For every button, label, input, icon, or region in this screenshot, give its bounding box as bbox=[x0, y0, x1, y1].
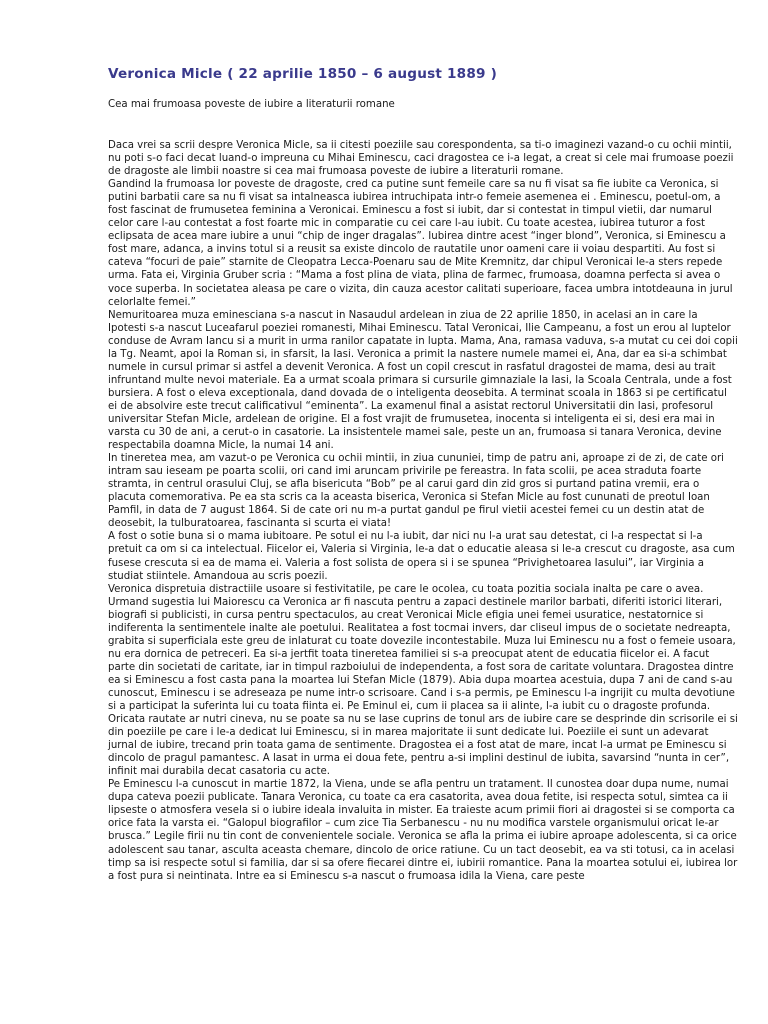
document-page bbox=[108, 66, 738, 883]
paragraph: Nemuritoarea muza eminesciana s-a nascut in Nasaudul ardelean in ziua de 22 aprilie 1850, in acelasi an in care la Ipotesti s-a nascut Luceafarul poeziei romanesti, Mihai Eminescu. Tatal Veronicai, Ilie Campeanu, a fost un erou al luptelor conduse de Avram Iancu si a murit in urma ranilor capatate in lupta. Mama, Ana, ramasa vaduva, s-a mutat cu cei doi copii la Tg. Neamt, apoi la Roman si, in sfarsit, la Iasi. Veronica a primit la nastere numele mamei ei, Ana, dar ea si-a schimbat numele in cursul primar si astfel a devenit Veronica. A fost un copil crescut in rasfatul dragostei de mama, desi au trait infruntand multe nevoi materiale. Ea a urmat scoala primara si cursurile gimnaziale la Iasi, la Scoala Centrala, unde a fost bursiera. A fost o eleva exceptionala, dand dovada de o inteligenta deosebita. A terminat scoala in 1863 si pe certificatul ei de absolvire este trecut calificativul “eminenta”. La examenul final a asistat rectorul Universitatii din Iasi, profesorul universitar Stefan Micle, ardelean de origine. El a fost vrajit de frumusetea, inocenta si inteligenta ei si, desi era mai in varsta cu 30 de ani, a cerut-o in casatorie. La insistentele mamei sale, peste un an, frumoasa si tanara Veronica, devine respectabila doamna Micle, la numai 14 ani. bbox=[108, 309, 738, 452]
paragraph: A fost o sotie buna si o mama iubitoare. Pe sotul ei nu l-a iubit, dar nici nu l-a urat sau detestat, ci l-a respectat si l-a pretuit ca om si ca intelectual. Fiicelor ei, Valeria si Virginia, le-a dat o educatie aleasa si le-a crescut cu dragoste, asa cum fusese crescuta si ea de mama ei. Valeria a fost solista de opera si i se spunea “Privighetoarea Iasului”, iar Virginia a studiat stiintele. Amandoua au scris poezii. bbox=[108, 531, 735, 582]
paragraph: Daca vrei sa scrii despre Veronica Micle, sa ii citesti poeziile sau corespondenta, sa ti-o imaginezi vazand-o cu ochii mintii, nu poti s-o faci decat luand-o impreuna cu Mihai Eminescu, caci dragostea ce i-a legat, a creat si cele mai frumoase poezii de dragoste ale limbii noastre si cea mai frumoasa poveste de iubire a literaturii romane. bbox=[108, 140, 734, 178]
paragraph: In tineretea mea, am vazut-o pe Veronica cu ochii mintii, in ziua cununiei, timp de patru ani, aproape zi de zi, de cate ori intram sau ieseam pe poarta scolii, ori cand imi aruncam privirile pe fereastra. In fata scolii, pe acea straduta foarte stramta, in centrul orasului Cluj, se afla bisericuta “Bob” pe al carui gard din zid gros si purtand patina vremii, era o placuta comemorativa. Pe ea sta scris ca la aceasta biserica, Veronica si Stefan Micle au fost cununati de preotul Ioan Pamfil, in data de 7 august 1864. Si de cate ori nu m-a purtat gandul pe firul vietii acestei femei cu un destin atat de deosebit, la tulburatoarea, fascinanta si scurta ei viata! bbox=[108, 453, 724, 530]
paragraph: Veronica dispretuia distractiile usoare si festivitatile, pe care le ocolea, cu toata pozitia sociala inalta pe care o avea. Urmand sugestia lui Maiorescu ca Veronica ar fi nascuta pentru a zapaci destinele marilor barbati, diferiti istorici literari, biografi si publicisti, in cursa pentru spectaculos, au creat Veronicai Micle efigia unei femei usuratice, nestatornice si indiferenta la sentimentele inalte ale poetului. Realitatea a fost tocmai invers, dar cliseul impus de o societate nedreapta, grabita si superficiala este greu de inlaturat cu toate dovezile incontestabile. Muza lui Eminescu nu a fost o femeie usoara, nu era dornica de petreceri. Ea si-a jertfit toata tineretea familiei si s-a preocupat atent de educatia fiicelor ei. A facut parte din societati de caritate, iar in timpul razboiului de independenta, a fost sora de caritate voluntara. Dragostea dintre ea si Eminescu a fost casta pana la moartea lui Stefan Micle (1879). Abia dupa moartea acestuia, dupa 7 ani de cand s-au cunoscut, Eminescu i se adreseaza pe nume intr-o scrisoare. Cand i s-a permis, pe Eminescu l-a ingrijit cu multa devotiune si a participat la suferinta lui cu toata fiinta ei. Pe Eminul ei, cum ii placea sa ii alinte, l-a iubit cu o dragoste profunda. Oricata rautate ar nutri cineva, nu se poate sa nu se lase cuprins de tonul ars de iubire care se desprinde din scrisorile ei si din poeziile pe care i le-a dedicat lui Eminescu, si in marea majoritate ii sunt dedicate lui. Poeziile ei sunt un adevarat jurnal de iubire, trecand prin toata gama de sentimente. Dragostea ei a fost atat de mare, incat l-a urmat pe Eminescu si dincolo de pragul pamantesc. A lasat in urma ei doua fete, pentru a-si implini destinul de iubita, savarsind “nunta in cer”, infinit mai durabila decat casatoria cu acte. bbox=[108, 583, 738, 778]
paragraph: Gandind la frumoasa lor poveste de dragoste, cred ca putine sunt femeile care sa nu fi visat sa fie iubite ca Veronica, si putini barbatii care sa nu fi visat sa intalneasca iubirea intruchipata intr-o femeie asemenea ei . Eminescu, poetul-om, a fost fascinat de frumusetea feminina a Veronicai. Eminescu a fost si iubit, dar si contestat in timpul vietii, dar numarul celor care l-au contestat a fost foarte mic in comparatie cu cei care l-au iubit. Cu toate acestea, iubirea tuturor a fost eclipsata de acea mare iubire a unui “chip de inger dragalas”. Iubirea dintre acest “inger blond”, Veronica, si Eminescu a fost mare, adanca, a invins totul si a reusit sa existe dincolo de rautatile unor oameni care ii voiau despartiti. Au fost si cateva “focuri de paie” starnite de Cleopatra Lecca-Poenaru sau de Mite Kremnitz, dar chipul Veronicai le-a sters repede urma. Fata ei, Virginia Gruber scria : “Mama a fost plina de viata, plina de farmec, frumoasa, doamna perfecta si avea o voce superba. In societatea aleasa pe care o vizita, din cauza acestor calitati superioare, facea umbra intotdeauna in jurul celorlalte femei.” bbox=[108, 179, 733, 308]
paragraph: Pe Eminescu l-a cunoscut in martie 1872, la Viena, unde se afla pentru un tratament. Il cunostea doar dupa nume, numai dupa cateva poezii publicate. Tanara Veronica, cu toate ca era casatorita, avea doua fetite, isi respecta sotul, simtea ca ii lipseste o atmosfera vesela si o iubire ideala invaluita in mister. Ea traieste acum primii fiori ai dragostei si se comporta ca orice fata la varsta ei. “Galopul biografilor – cum zice Tia Serbanescu - nu nu modifica varstele organismului oricat le-ar brusca.” Legile firii nu tin cont de convenientele sociale. Veronica se afla la prima ei iubire aproape adolescenta, si ca orice adolescent sau tanar, asculta aceasta chemare, dincolo de orice ratiune. Cu un tact deosebit, ea va sti totusi, ca in acelasi timp sa isi respecte sotul si familia, dar si sa ofere fiecarei dintre ei, iubirii romantice. Pana la moartea sotului ei, iubirea lor a fost pura si neintinata. Intre ea si Eminescu s-a nascut o frumoasa idila la Viena, care peste bbox=[108, 779, 738, 882]
document-body bbox=[108, 139, 738, 883]
document-subtitle: Cea mai frumoasa poveste de iubire a literaturii romane bbox=[108, 99, 395, 110]
document-title: Veronica Micle ( 22 aprilie 1850 – 6 august 1889 ) bbox=[108, 66, 497, 82]
